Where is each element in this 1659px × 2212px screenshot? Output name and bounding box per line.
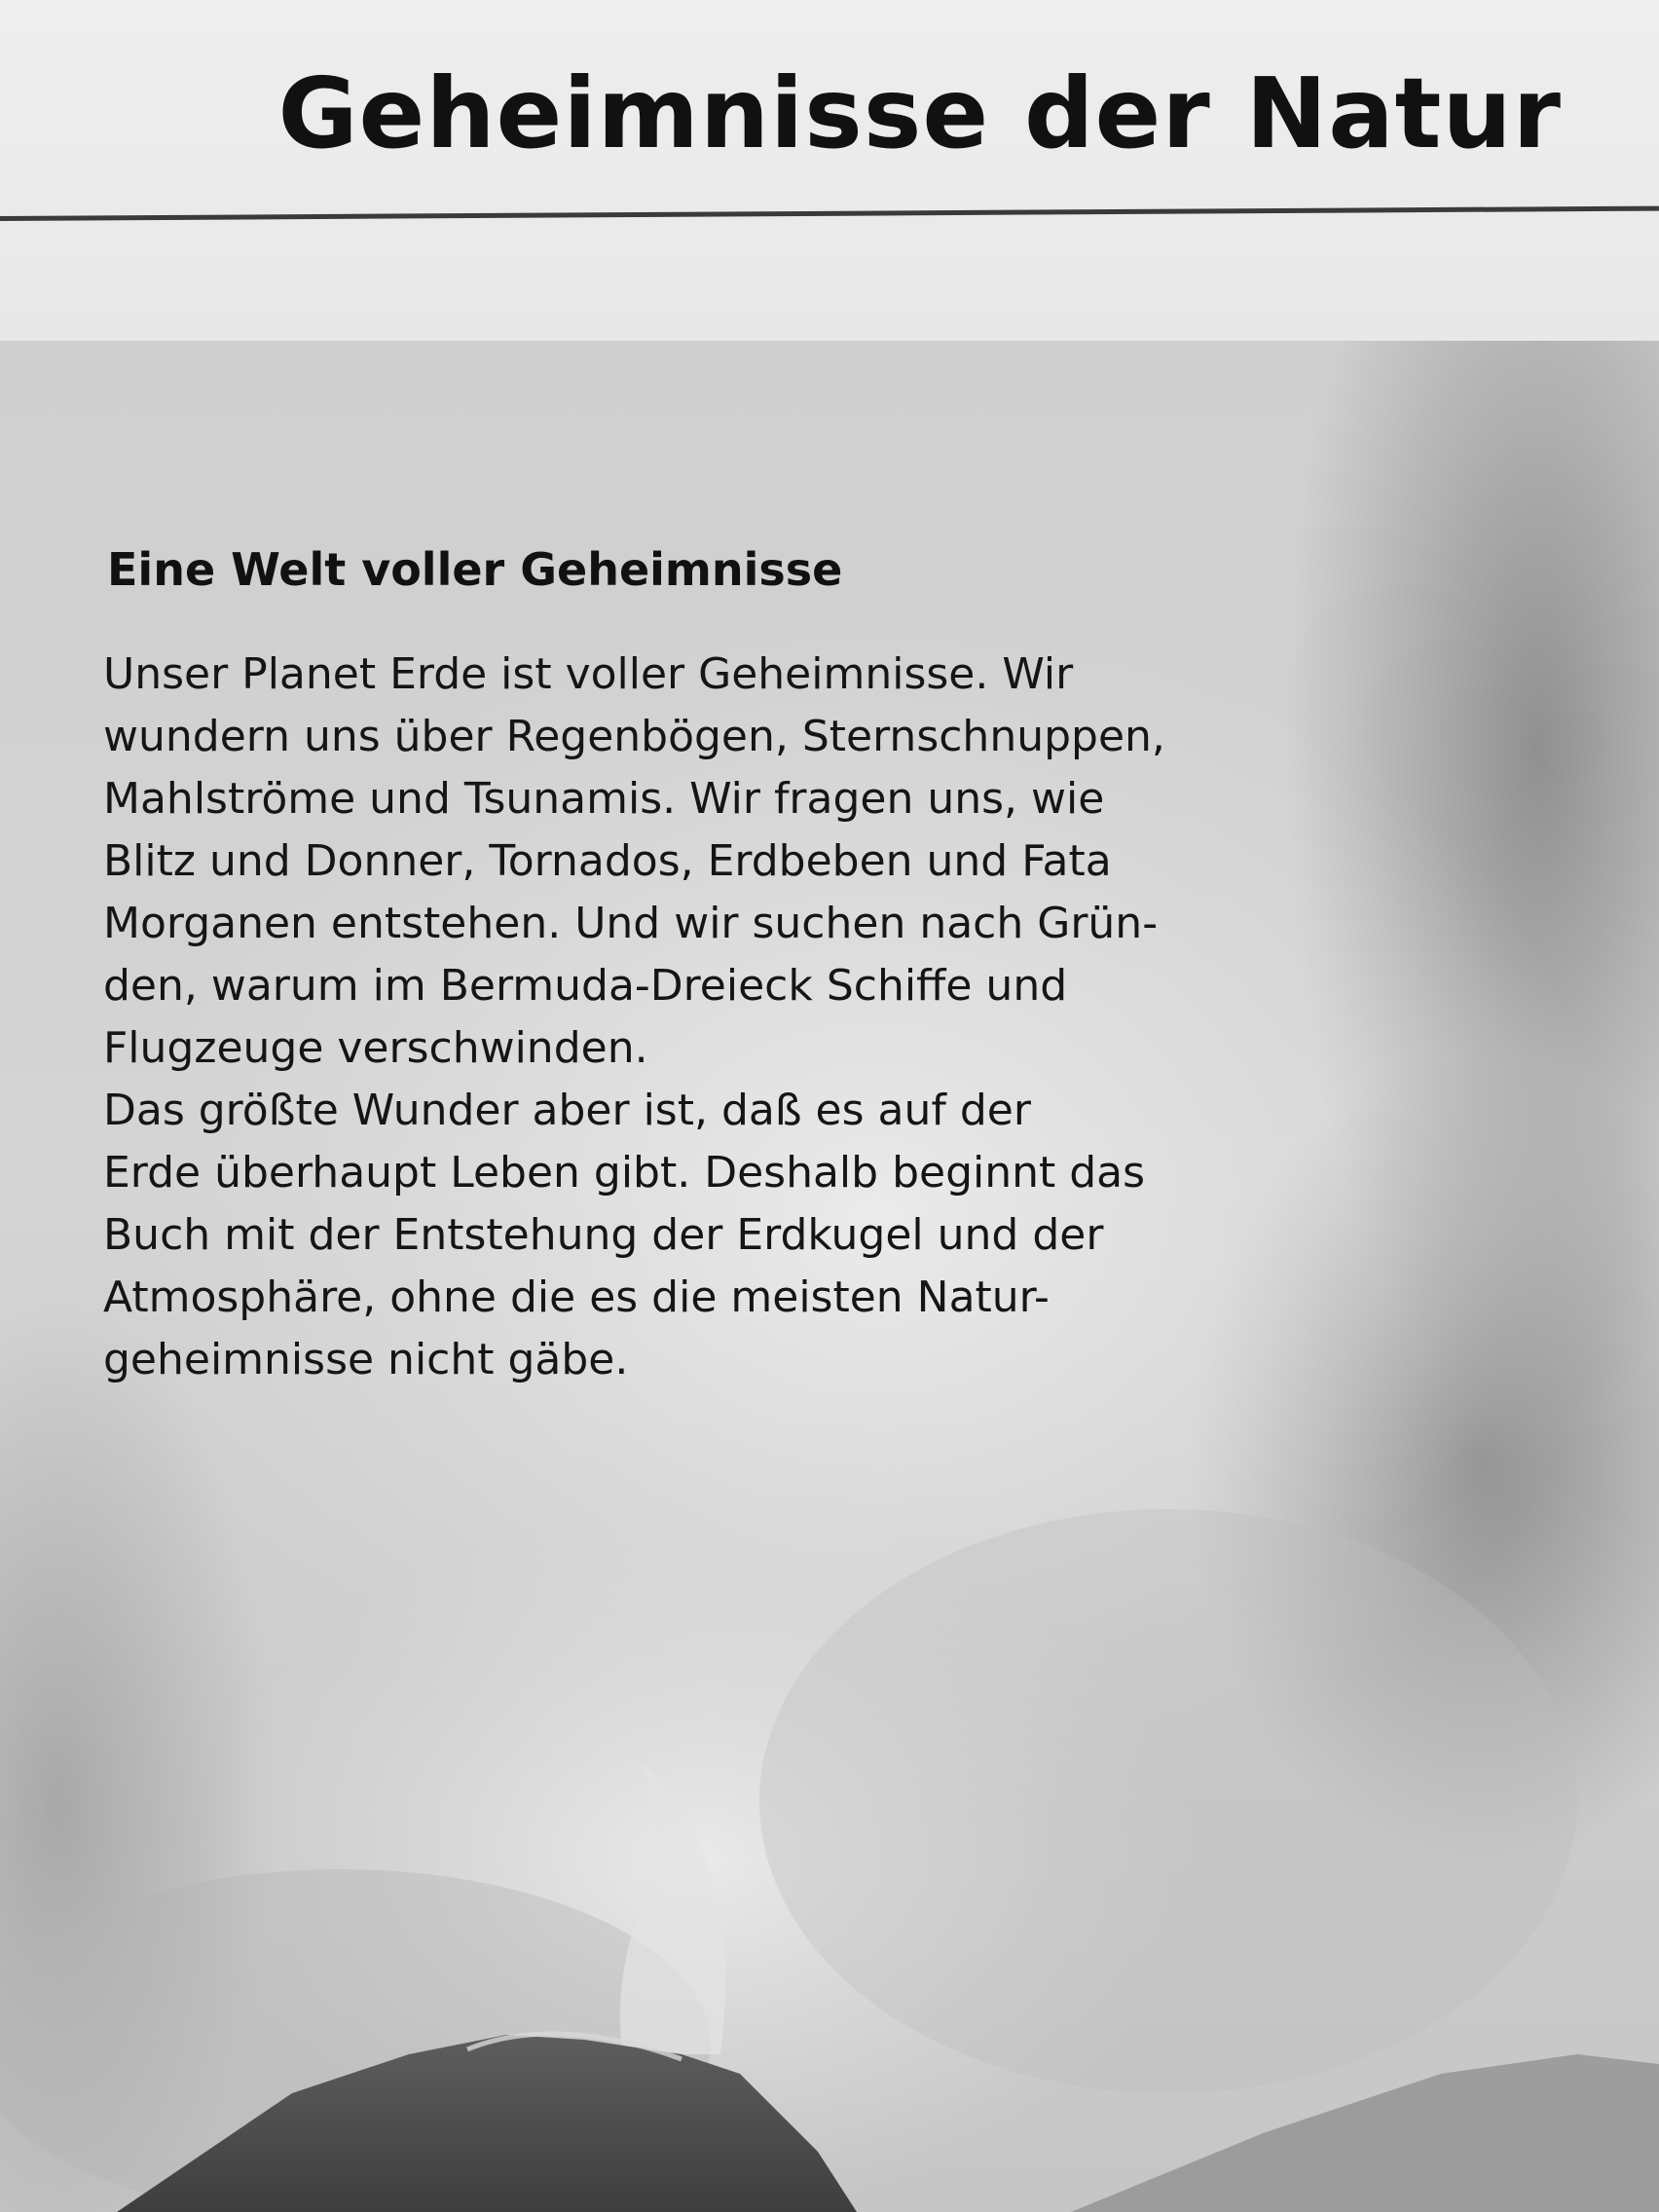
body-line: Morganen entstehen. Und wir suchen nach Grün-: [103, 899, 1159, 948]
article: [103, 540, 1223, 1391]
body-line: Flugzeuge verschwinden.: [103, 1023, 648, 1073]
page-header: [0, 0, 1659, 343]
body-line: Atmosphäre, ohne die es die meisten Natur-: [103, 1272, 1050, 1322]
body-line: Blitz und Donner, Tornados, Erdbeben und Fata: [103, 836, 1112, 886]
article-body: [103, 644, 1223, 1391]
body-line: Unser Planet Erde ist voller Geheimnisse. Wir: [103, 649, 1074, 699]
body-line: Das größte Wunder aber ist, daß es auf der: [103, 1086, 1031, 1135]
article-heading: Eine Welt voller Geheimnisse: [107, 543, 843, 596]
body-line: geheimnisse nicht gäbe.: [103, 1335, 629, 1384]
body-line: Mahlströme und Tsunamis. Wir fragen uns, wie: [103, 774, 1105, 824]
body-line: den, warum im Bermuda-Dreieck Schiffe und: [103, 961, 1068, 1011]
body-line: Buch mit der Entstehung der Erdkugel und der: [103, 1210, 1104, 1260]
body-line: Erde überhaupt Leben gibt. Deshalb beginnt das: [103, 1148, 1146, 1198]
body-line: wundern uns über Regenbögen, Sternschnuppen,: [103, 712, 1165, 761]
header-divider: [0, 206, 1659, 221]
page-title: Geheimnisse der Natur: [277, 56, 1562, 170]
